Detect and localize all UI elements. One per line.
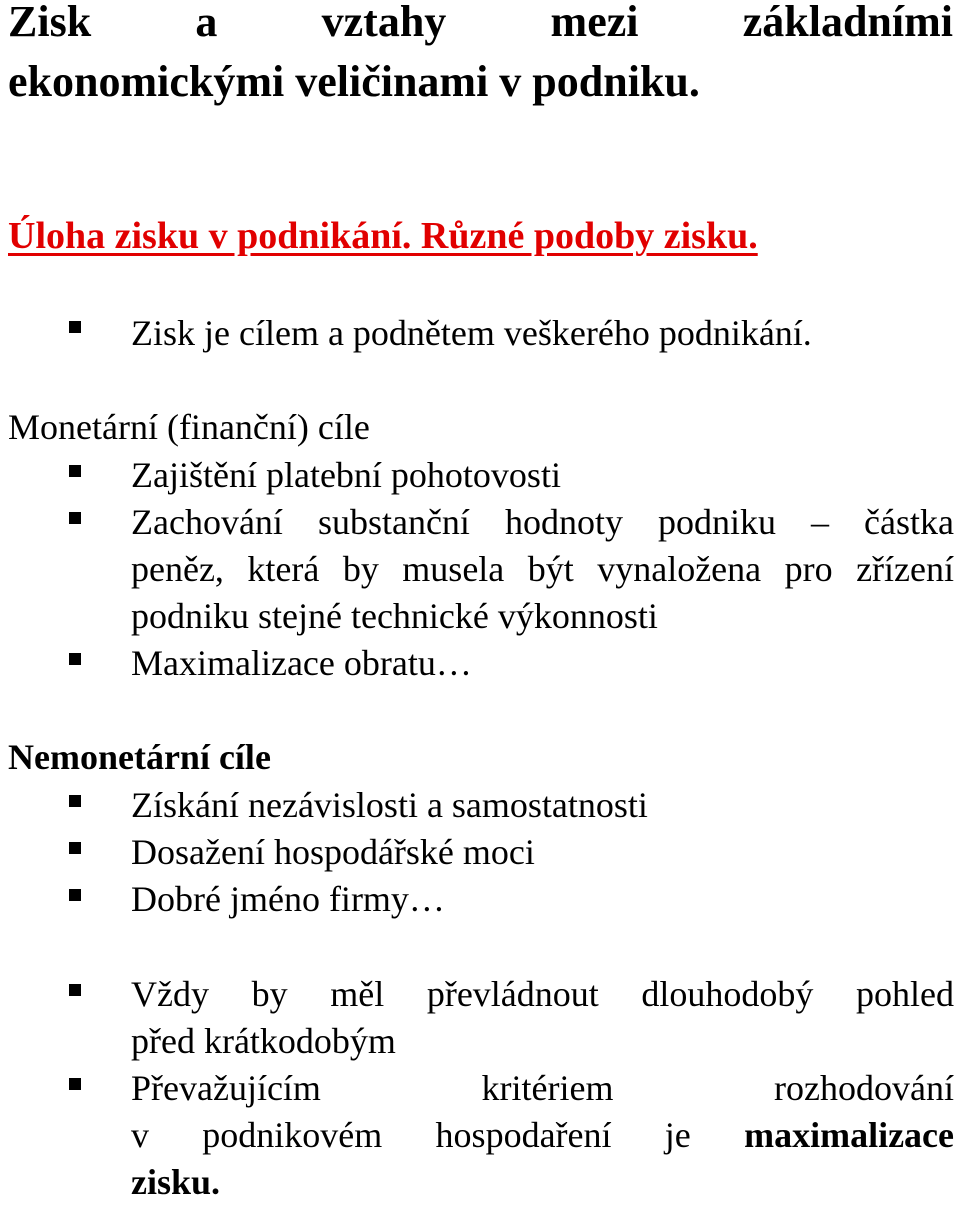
summary-item-2-line-3: zisku. bbox=[131, 1162, 221, 1202]
page-title-line-2: ekonomickými veličinami v podniku. bbox=[8, 57, 700, 106]
monetary-goals-heading: Monetární (finanční) cíle bbox=[8, 407, 370, 447]
nonmonetary-item-2: Dosažení hospodářské moci bbox=[131, 832, 535, 872]
bullet-icon bbox=[69, 842, 81, 854]
nonmonetary-item-1: Získání nezávislosti a samostatnosti bbox=[131, 785, 648, 825]
monetary-item-2-line-2: peněz, která by musela být vynaložena pro zřízení bbox=[131, 549, 954, 589]
monetary-item-2-line-3: podniku stejné technické výkonnosti bbox=[131, 596, 658, 636]
monetary-item-3: Maximalizace obratu… bbox=[131, 643, 472, 683]
monetary-item-1: Zajištění platební pohotovosti bbox=[131, 455, 561, 495]
intro-item: Zisk je cílem a podnětem veškerého podnikání. bbox=[131, 313, 812, 353]
nonmonetary-item-3: Dobré jméno firmy… bbox=[131, 879, 445, 919]
monetary-item-2-line-1: Zachování substanční hodnoty podniku – částka bbox=[131, 502, 954, 542]
page-title-line-1: Zisk a vztahy mezi základními bbox=[8, 0, 953, 46]
bullet-icon bbox=[69, 889, 81, 901]
summary-item-2-line-2 bbox=[131, 1112, 954, 1158]
bullet-icon bbox=[69, 321, 81, 333]
summary-emphasis-text: maximalizace bbox=[744, 1115, 955, 1155]
summary-item-2-line-2-text: v podnikovém hospodaření je bbox=[131, 1115, 691, 1155]
bullet-icon bbox=[69, 795, 81, 807]
bullet-icon bbox=[69, 653, 81, 665]
bullet-icon bbox=[69, 465, 81, 477]
section-heading: Úloha zisku v podnikání. Různé podoby zisku. bbox=[8, 215, 758, 257]
bullet-icon bbox=[69, 512, 81, 524]
nonmonetary-goals-heading: Nemonetární cíle bbox=[8, 737, 271, 777]
summary-item-2-line-1: Převažujícím kritériem rozhodování bbox=[131, 1068, 954, 1108]
summary-item-1-line-2: před krátkodobým bbox=[131, 1021, 396, 1061]
summary-item-1-line-1: Vždy by měl převládnout dlouhodobý pohled bbox=[131, 974, 954, 1014]
bullet-icon bbox=[69, 1078, 81, 1090]
bullet-icon bbox=[69, 984, 81, 996]
